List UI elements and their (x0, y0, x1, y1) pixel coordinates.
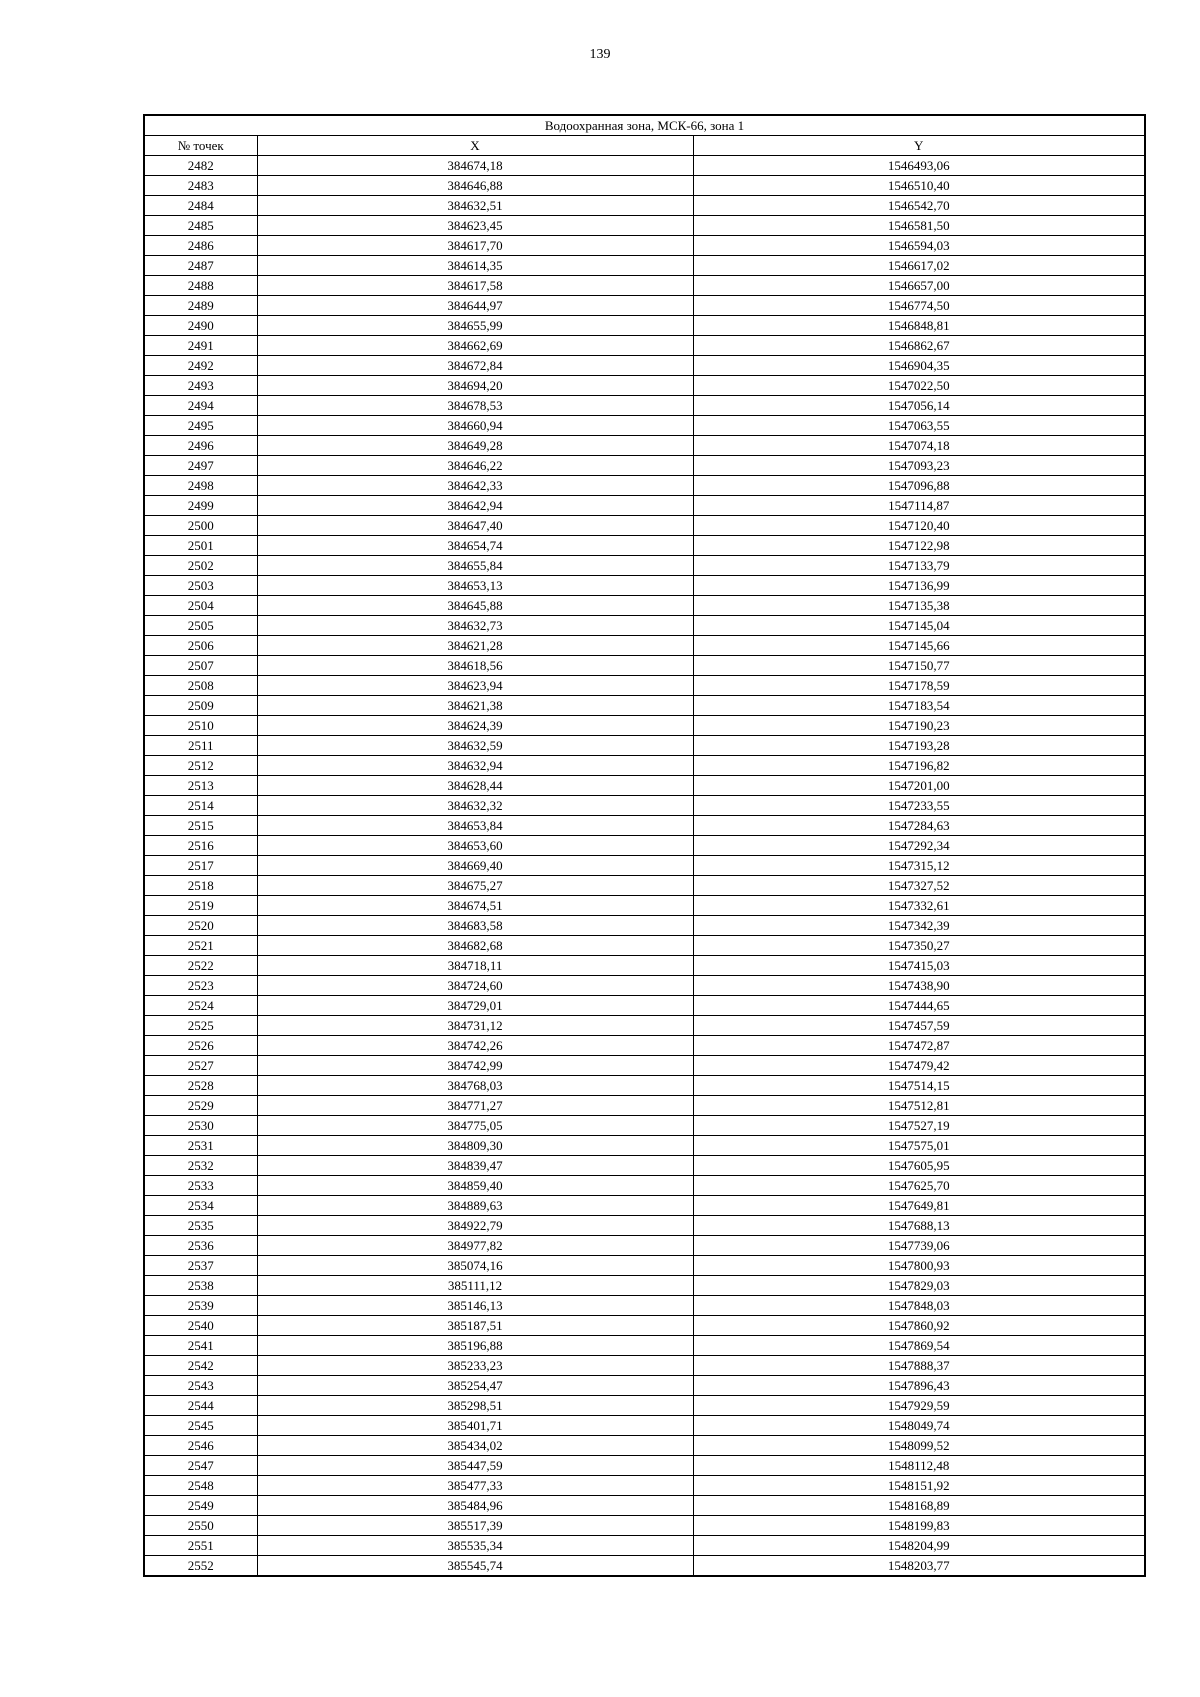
y-coordinate-cell: 1547150,77 (693, 656, 1145, 676)
x-coordinate-cell: 384628,44 (257, 776, 693, 796)
point-number-cell: 2521 (144, 936, 257, 956)
table-row (144, 336, 1145, 356)
column-header-y: Y (693, 136, 1145, 156)
table-row (144, 436, 1145, 456)
x-coordinate-cell: 384654,74 (257, 536, 693, 556)
x-coordinate-cell: 384642,94 (257, 496, 693, 516)
point-number-cell: 2535 (144, 1216, 257, 1236)
point-number-cell: 2500 (144, 516, 257, 536)
point-number-cell: 2482 (144, 156, 257, 176)
x-coordinate-cell: 385196,88 (257, 1336, 693, 1356)
point-number-cell: 2512 (144, 756, 257, 776)
y-coordinate-cell: 1547315,12 (693, 856, 1145, 876)
y-coordinate-cell: 1547649,81 (693, 1196, 1145, 1216)
x-coordinate-cell: 384645,88 (257, 596, 693, 616)
point-number-cell: 2525 (144, 1016, 257, 1036)
table-row (144, 796, 1145, 816)
table-row (144, 156, 1145, 176)
y-coordinate-cell: 1547625,70 (693, 1176, 1145, 1196)
y-coordinate-cell: 1547514,15 (693, 1076, 1145, 1096)
y-coordinate-cell: 1547022,50 (693, 376, 1145, 396)
page-number: 139 (589, 47, 611, 62)
y-coordinate-cell: 1547122,98 (693, 536, 1145, 556)
table-row (144, 636, 1145, 656)
table-row (144, 1336, 1145, 1356)
y-coordinate-cell: 1547135,38 (693, 596, 1145, 616)
x-coordinate-cell: 384618,56 (257, 656, 693, 676)
y-coordinate-cell: 1547193,28 (693, 736, 1145, 756)
x-coordinate-cell: 384623,45 (257, 216, 693, 236)
point-number-cell: 2551 (144, 1536, 257, 1556)
x-coordinate-cell: 384809,30 (257, 1136, 693, 1156)
y-coordinate-cell: 1547869,54 (693, 1336, 1145, 1356)
x-coordinate-cell: 384742,26 (257, 1036, 693, 1056)
point-number-cell: 2533 (144, 1176, 257, 1196)
y-coordinate-cell: 1547201,00 (693, 776, 1145, 796)
y-coordinate-cell: 1547575,01 (693, 1136, 1145, 1156)
point-number-cell: 2490 (144, 316, 257, 336)
table-row (144, 756, 1145, 776)
point-number-cell: 2537 (144, 1256, 257, 1276)
point-number-cell: 2497 (144, 456, 257, 476)
y-coordinate-cell: 1547063,55 (693, 416, 1145, 436)
x-coordinate-cell: 384889,63 (257, 1196, 693, 1216)
x-coordinate-cell: 385545,74 (257, 1556, 693, 1577)
y-coordinate-cell: 1547145,04 (693, 616, 1145, 636)
point-number-cell: 2532 (144, 1156, 257, 1176)
table-row (144, 676, 1145, 696)
table-row (144, 856, 1145, 876)
y-coordinate-cell: 1547190,23 (693, 716, 1145, 736)
y-coordinate-cell: 1548203,77 (693, 1556, 1145, 1577)
y-coordinate-cell: 1547896,43 (693, 1376, 1145, 1396)
y-coordinate-cell: 1546581,50 (693, 216, 1145, 236)
table-row (144, 1116, 1145, 1136)
point-number-cell: 2526 (144, 1036, 257, 1056)
table-row (144, 176, 1145, 196)
y-coordinate-cell: 1547120,40 (693, 516, 1145, 536)
table-row (144, 276, 1145, 296)
table-row (144, 1056, 1145, 1076)
table-row (144, 1296, 1145, 1316)
x-coordinate-cell: 385535,34 (257, 1536, 693, 1556)
y-coordinate-cell: 1547327,52 (693, 876, 1145, 896)
point-number-cell: 2523 (144, 976, 257, 996)
table-row (144, 1096, 1145, 1116)
point-number-cell: 2517 (144, 856, 257, 876)
y-coordinate-cell: 1547178,59 (693, 676, 1145, 696)
y-coordinate-cell: 1546493,06 (693, 156, 1145, 176)
y-coordinate-cell: 1547739,06 (693, 1236, 1145, 1256)
x-coordinate-cell: 385484,96 (257, 1496, 693, 1516)
y-coordinate-cell: 1546774,50 (693, 296, 1145, 316)
y-coordinate-cell: 1546657,00 (693, 276, 1145, 296)
point-number-cell: 2489 (144, 296, 257, 316)
point-number-cell: 2516 (144, 836, 257, 856)
x-coordinate-cell: 384682,68 (257, 936, 693, 956)
point-number-cell: 2542 (144, 1356, 257, 1376)
table-title: Водоохранная зона, МСК-66, зона 1 (144, 115, 1145, 136)
point-number-cell: 2494 (144, 396, 257, 416)
table-row (144, 976, 1145, 996)
point-number-cell: 2552 (144, 1556, 257, 1577)
y-coordinate-cell: 1547800,93 (693, 1256, 1145, 1276)
x-coordinate-cell: 384624,39 (257, 716, 693, 736)
table-row (144, 656, 1145, 676)
y-coordinate-cell: 1546862,67 (693, 336, 1145, 356)
y-coordinate-cell: 1548204,99 (693, 1536, 1145, 1556)
y-coordinate-cell: 1546542,70 (693, 196, 1145, 216)
table-row (144, 1076, 1145, 1096)
y-coordinate-cell: 1547527,19 (693, 1116, 1145, 1136)
x-coordinate-cell: 384632,94 (257, 756, 693, 776)
table-row (144, 1556, 1145, 1577)
y-coordinate-cell: 1547888,37 (693, 1356, 1145, 1376)
point-number-cell: 2549 (144, 1496, 257, 1516)
y-coordinate-cell: 1547848,03 (693, 1296, 1145, 1316)
point-number-cell: 2529 (144, 1096, 257, 1116)
point-number-cell: 2504 (144, 596, 257, 616)
table-row (144, 1216, 1145, 1236)
x-coordinate-cell: 384694,20 (257, 376, 693, 396)
x-coordinate-cell: 384731,12 (257, 1016, 693, 1036)
y-coordinate-cell: 1547133,79 (693, 556, 1145, 576)
coordinates-table (143, 114, 1146, 1577)
table-row (144, 1456, 1145, 1476)
x-coordinate-cell: 384742,99 (257, 1056, 693, 1076)
point-number-cell: 2538 (144, 1276, 257, 1296)
x-coordinate-cell: 384977,82 (257, 1236, 693, 1256)
table-row (144, 256, 1145, 276)
y-coordinate-cell: 1547183,54 (693, 696, 1145, 716)
y-coordinate-cell: 1546904,35 (693, 356, 1145, 376)
table-row (144, 1356, 1145, 1376)
table-row (144, 696, 1145, 716)
x-coordinate-cell: 384653,13 (257, 576, 693, 596)
table-row (144, 296, 1145, 316)
y-coordinate-cell: 1547114,87 (693, 496, 1145, 516)
y-coordinate-cell: 1546594,03 (693, 236, 1145, 256)
y-coordinate-cell: 1547096,88 (693, 476, 1145, 496)
table-row (144, 576, 1145, 596)
table-row (144, 596, 1145, 616)
table-row (144, 1256, 1145, 1276)
table-row (144, 1156, 1145, 1176)
y-coordinate-cell: 1547292,34 (693, 836, 1145, 856)
y-coordinate-cell: 1547074,18 (693, 436, 1145, 456)
x-coordinate-cell: 384614,35 (257, 256, 693, 276)
x-coordinate-cell: 384649,28 (257, 436, 693, 456)
y-coordinate-cell: 1546617,02 (693, 256, 1145, 276)
point-number-cell: 2519 (144, 896, 257, 916)
table-row (144, 416, 1145, 436)
table-row (144, 456, 1145, 476)
table-row (144, 956, 1145, 976)
x-coordinate-cell: 384660,94 (257, 416, 693, 436)
table-row (144, 1236, 1145, 1256)
x-coordinate-cell: 384678,53 (257, 396, 693, 416)
x-coordinate-cell: 384647,40 (257, 516, 693, 536)
x-coordinate-cell: 384662,69 (257, 336, 693, 356)
y-coordinate-cell: 1547829,03 (693, 1276, 1145, 1296)
table-title-row (144, 115, 1145, 136)
table-row (144, 1376, 1145, 1396)
table-body (144, 156, 1145, 1577)
table-row (144, 216, 1145, 236)
table-row (144, 876, 1145, 896)
y-coordinate-cell: 1547512,81 (693, 1096, 1145, 1116)
x-coordinate-cell: 384632,32 (257, 796, 693, 816)
x-coordinate-cell: 384839,47 (257, 1156, 693, 1176)
x-coordinate-cell: 384683,58 (257, 916, 693, 936)
point-number-cell: 2524 (144, 996, 257, 1016)
table-row (144, 356, 1145, 376)
table-row (144, 1136, 1145, 1156)
point-number-cell: 2484 (144, 196, 257, 216)
table-row (144, 1316, 1145, 1336)
x-coordinate-cell: 384672,84 (257, 356, 693, 376)
table-row (144, 1016, 1145, 1036)
point-number-cell: 2544 (144, 1396, 257, 1416)
point-number-cell: 2485 (144, 216, 257, 236)
point-number-cell: 2545 (144, 1416, 257, 1436)
y-coordinate-cell: 1546848,81 (693, 316, 1145, 336)
y-coordinate-cell: 1547605,95 (693, 1156, 1145, 1176)
y-coordinate-cell: 1547479,42 (693, 1056, 1145, 1076)
y-coordinate-cell: 1548112,48 (693, 1456, 1145, 1476)
y-coordinate-cell: 1547196,82 (693, 756, 1145, 776)
x-coordinate-cell: 385111,12 (257, 1276, 693, 1296)
y-coordinate-cell: 1548151,92 (693, 1476, 1145, 1496)
x-coordinate-cell: 385298,51 (257, 1396, 693, 1416)
table-row (144, 816, 1145, 836)
point-number-cell: 2483 (144, 176, 257, 196)
x-coordinate-cell: 384644,97 (257, 296, 693, 316)
point-number-cell: 2514 (144, 796, 257, 816)
point-number-cell: 2492 (144, 356, 257, 376)
point-number-cell: 2498 (144, 476, 257, 496)
point-number-cell: 2528 (144, 1076, 257, 1096)
y-coordinate-cell: 1547093,23 (693, 456, 1145, 476)
table-row (144, 556, 1145, 576)
table-row (144, 536, 1145, 556)
point-number-cell: 2550 (144, 1516, 257, 1536)
point-number-cell: 2531 (144, 1136, 257, 1156)
x-coordinate-cell: 384646,88 (257, 176, 693, 196)
y-coordinate-cell: 1548049,74 (693, 1416, 1145, 1436)
x-coordinate-cell: 384632,73 (257, 616, 693, 636)
table-row (144, 896, 1145, 916)
point-number-cell: 2547 (144, 1456, 257, 1476)
table-row (144, 836, 1145, 856)
table-row (144, 1476, 1145, 1496)
x-coordinate-cell: 385074,16 (257, 1256, 693, 1276)
x-coordinate-cell: 385401,71 (257, 1416, 693, 1436)
point-number-cell: 2543 (144, 1376, 257, 1396)
y-coordinate-cell: 1547233,55 (693, 796, 1145, 816)
point-number-cell: 2505 (144, 616, 257, 636)
table-row (144, 1536, 1145, 1556)
point-number-cell: 2515 (144, 816, 257, 836)
y-coordinate-cell: 1547136,99 (693, 576, 1145, 596)
y-coordinate-cell: 1548099,52 (693, 1436, 1145, 1456)
y-coordinate-cell: 1547929,59 (693, 1396, 1145, 1416)
point-number-cell: 2534 (144, 1196, 257, 1216)
y-coordinate-cell: 1547350,27 (693, 936, 1145, 956)
x-coordinate-cell: 384632,51 (257, 196, 693, 216)
table-row (144, 1396, 1145, 1416)
y-coordinate-cell: 1547056,14 (693, 396, 1145, 416)
point-number-cell: 2541 (144, 1336, 257, 1356)
y-coordinate-cell: 1547284,63 (693, 816, 1145, 836)
table-row (144, 1276, 1145, 1296)
x-coordinate-cell: 384653,60 (257, 836, 693, 856)
point-number-cell: 2486 (144, 236, 257, 256)
point-number-cell: 2493 (144, 376, 257, 396)
point-number-cell: 2530 (144, 1116, 257, 1136)
table-header (144, 115, 1145, 156)
y-coordinate-cell: 1547444,65 (693, 996, 1145, 1016)
x-coordinate-cell: 384669,40 (257, 856, 693, 876)
point-number-cell: 2520 (144, 916, 257, 936)
point-number-cell: 2540 (144, 1316, 257, 1336)
point-number-cell: 2522 (144, 956, 257, 976)
table-row (144, 376, 1145, 396)
column-header-x: X (257, 136, 693, 156)
x-coordinate-cell: 384729,01 (257, 996, 693, 1016)
point-number-cell: 2536 (144, 1236, 257, 1256)
x-coordinate-cell: 384674,51 (257, 896, 693, 916)
y-coordinate-cell: 1548168,89 (693, 1496, 1145, 1516)
point-number-cell: 2508 (144, 676, 257, 696)
y-coordinate-cell: 1547332,61 (693, 896, 1145, 916)
table-row (144, 916, 1145, 936)
y-coordinate-cell: 1547860,92 (693, 1316, 1145, 1336)
point-number-cell: 2495 (144, 416, 257, 436)
table-row (144, 1436, 1145, 1456)
table-row (144, 1176, 1145, 1196)
table-row (144, 396, 1145, 416)
x-coordinate-cell: 384922,79 (257, 1216, 693, 1236)
x-coordinate-cell: 384718,11 (257, 956, 693, 976)
y-coordinate-cell: 1547415,03 (693, 956, 1145, 976)
x-coordinate-cell: 385477,33 (257, 1476, 693, 1496)
point-number-cell: 2511 (144, 736, 257, 756)
y-coordinate-cell: 1548199,83 (693, 1516, 1145, 1536)
x-coordinate-cell: 384675,27 (257, 876, 693, 896)
x-coordinate-cell: 384623,94 (257, 676, 693, 696)
point-number-cell: 2546 (144, 1436, 257, 1456)
y-coordinate-cell: 1547457,59 (693, 1016, 1145, 1036)
x-coordinate-cell: 385517,39 (257, 1516, 693, 1536)
x-coordinate-cell: 385254,47 (257, 1376, 693, 1396)
x-coordinate-cell: 384724,60 (257, 976, 693, 996)
y-coordinate-cell: 1547688,13 (693, 1216, 1145, 1236)
point-number-cell: 2510 (144, 716, 257, 736)
x-coordinate-cell: 384646,22 (257, 456, 693, 476)
table-row (144, 196, 1145, 216)
y-coordinate-cell: 1547342,39 (693, 916, 1145, 936)
x-coordinate-cell: 384642,33 (257, 476, 693, 496)
point-number-cell: 2507 (144, 656, 257, 676)
table-row (144, 1516, 1145, 1536)
x-coordinate-cell: 385447,59 (257, 1456, 693, 1476)
table-row (144, 616, 1145, 636)
table-row (144, 236, 1145, 256)
point-number-cell: 2488 (144, 276, 257, 296)
point-number-cell: 2491 (144, 336, 257, 356)
point-number-cell: 2506 (144, 636, 257, 656)
x-coordinate-cell: 384621,38 (257, 696, 693, 716)
table-row (144, 776, 1145, 796)
x-coordinate-cell: 384621,28 (257, 636, 693, 656)
table-row (144, 496, 1145, 516)
point-number-cell: 2548 (144, 1476, 257, 1496)
table-row (144, 996, 1145, 1016)
x-coordinate-cell: 385187,51 (257, 1316, 693, 1336)
x-coordinate-cell: 384655,84 (257, 556, 693, 576)
x-coordinate-cell: 384674,18 (257, 156, 693, 176)
table-row (144, 476, 1145, 496)
table-row (144, 716, 1145, 736)
point-number-cell: 2501 (144, 536, 257, 556)
x-coordinate-cell: 384655,99 (257, 316, 693, 336)
x-coordinate-cell: 384653,84 (257, 816, 693, 836)
column-header-row (144, 136, 1145, 156)
y-coordinate-cell: 1547145,66 (693, 636, 1145, 656)
table-row (144, 316, 1145, 336)
point-number-cell: 2487 (144, 256, 257, 276)
table-row (144, 1036, 1145, 1056)
x-coordinate-cell: 384617,58 (257, 276, 693, 296)
point-number-cell: 2499 (144, 496, 257, 516)
x-coordinate-cell: 384775,05 (257, 1116, 693, 1136)
table-row (144, 736, 1145, 756)
table-row (144, 936, 1145, 956)
table-row (144, 1496, 1145, 1516)
x-coordinate-cell: 384768,03 (257, 1076, 693, 1096)
point-number-cell: 2518 (144, 876, 257, 896)
y-coordinate-cell: 1547472,87 (693, 1036, 1145, 1056)
x-coordinate-cell: 384771,27 (257, 1096, 693, 1116)
y-coordinate-cell: 1547438,90 (693, 976, 1145, 996)
x-coordinate-cell: 384859,40 (257, 1176, 693, 1196)
x-coordinate-cell: 384617,70 (257, 236, 693, 256)
column-header-point-number: № точек (144, 136, 257, 156)
x-coordinate-cell: 385146,13 (257, 1296, 693, 1316)
table-row (144, 1196, 1145, 1216)
point-number-cell: 2502 (144, 556, 257, 576)
point-number-cell: 2539 (144, 1296, 257, 1316)
y-coordinate-cell: 1546510,40 (693, 176, 1145, 196)
table-row (144, 516, 1145, 536)
point-number-cell: 2527 (144, 1056, 257, 1076)
point-number-cell: 2503 (144, 576, 257, 596)
point-number-cell: 2513 (144, 776, 257, 796)
point-number-cell: 2509 (144, 696, 257, 716)
x-coordinate-cell: 384632,59 (257, 736, 693, 756)
x-coordinate-cell: 385233,23 (257, 1356, 693, 1376)
point-number-cell: 2496 (144, 436, 257, 456)
table-row (144, 1416, 1145, 1436)
x-coordinate-cell: 385434,02 (257, 1436, 693, 1456)
